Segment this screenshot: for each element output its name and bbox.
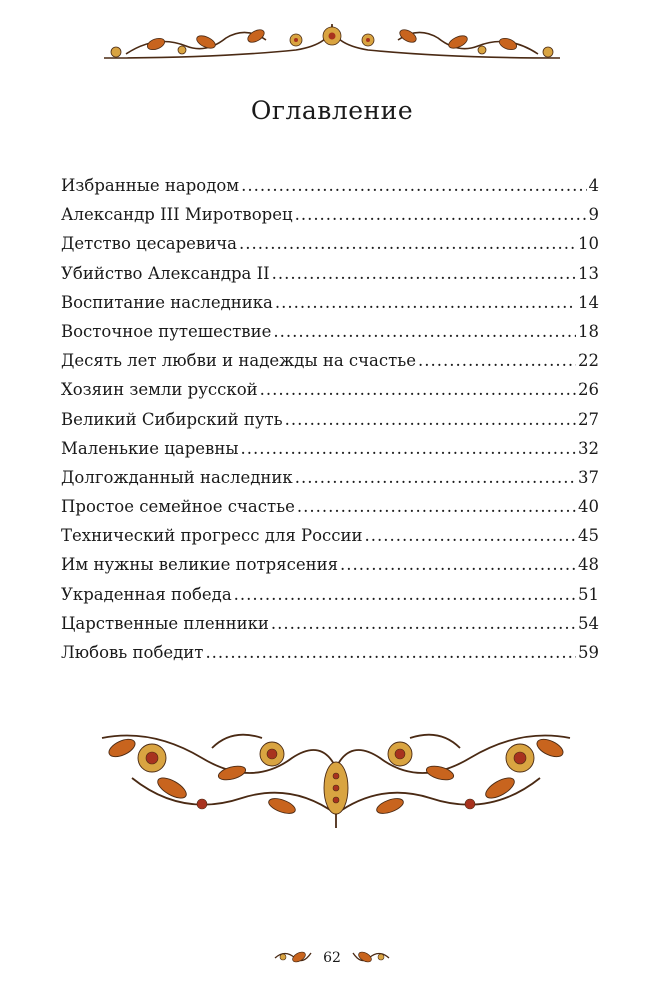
toc-entry <box>61 614 599 643</box>
toc-entry-title: Восточное путешествие <box>61 321 272 341</box>
top-ornament-border <box>96 14 568 64</box>
toc-entry-page: 4 <box>588 176 599 195</box>
toc-entry-page: 45 <box>578 526 599 546</box>
toc-entry <box>61 555 599 584</box>
toc-entry-title: Простое семейное счастье <box>61 497 295 517</box>
dot-leader <box>234 585 576 604</box>
toc-entry-title: Воспитание наследника <box>61 292 273 312</box>
page-number: 62 <box>323 950 341 966</box>
right-flourish-icon <box>351 945 391 971</box>
toc-entry-title: Убийство Александра II <box>61 263 270 283</box>
dot-leader <box>272 264 576 283</box>
toc-entry <box>61 205 599 234</box>
dot-leader <box>239 234 576 253</box>
dot-leader <box>275 293 576 312</box>
toc-entry <box>61 585 599 614</box>
toc-entry-title: Великий Сибирский путь <box>61 409 283 429</box>
toc-entry-title: Десять лет любви и надежды на счастье <box>61 351 417 371</box>
toc-entry-page: 22 <box>578 351 599 371</box>
toc-entry-title: Технический прогресс для России <box>61 526 363 546</box>
dot-leader <box>260 380 576 399</box>
dot-leader <box>271 614 576 633</box>
toc-entry-page: 27 <box>578 409 599 429</box>
toc-entry <box>61 526 599 555</box>
toc-entry-page: 59 <box>578 643 599 662</box>
dot-leader <box>295 468 576 487</box>
page-title: Оглавление <box>250 96 414 125</box>
dot-leader <box>365 526 576 545</box>
toc-entry <box>61 497 599 526</box>
toc-entry <box>61 234 599 263</box>
toc-entry-title: Маленькие царевны <box>61 438 239 458</box>
toc-entry-title: Избранные народом <box>61 176 240 195</box>
toc-entry-page: 37 <box>578 467 599 487</box>
toc-entry <box>61 293 599 322</box>
dot-leader <box>418 351 576 370</box>
toc-entry-page: 26 <box>578 380 599 400</box>
dot-leader <box>240 439 576 458</box>
toc-entry-page: 9 <box>588 205 599 225</box>
toc-entry-page: 48 <box>578 555 599 575</box>
bottom-floral-ornament <box>92 718 580 836</box>
toc-entry <box>61 439 599 468</box>
dot-leader <box>273 322 576 341</box>
toc-entry-page: 40 <box>578 497 599 517</box>
toc-entry-title: Долгожданный наследник <box>61 467 293 487</box>
toc-entry <box>61 322 599 351</box>
toc-entry-title: Александр III Миротворец <box>61 205 293 225</box>
left-flourish-icon <box>273 945 313 971</box>
dot-leader <box>340 555 576 574</box>
dot-leader <box>205 643 576 662</box>
toc-entry-page: 54 <box>578 613 599 633</box>
toc-entry-page: 14 <box>578 292 599 312</box>
toc-entry <box>61 468 599 497</box>
toc-entry-title: Царственные пленники <box>61 613 269 633</box>
toc-entry <box>61 351 599 380</box>
table-of-contents <box>61 176 599 672</box>
toc-entry-title: Им нужны великие потрясения <box>61 555 339 575</box>
dot-leader <box>295 205 587 224</box>
dot-leader <box>297 497 576 516</box>
toc-entry <box>61 176 599 205</box>
toc-entry-title: Украденная победа <box>61 584 232 604</box>
toc-entry <box>61 643 599 672</box>
dot-leader <box>285 410 576 429</box>
toc-entry-page: 18 <box>578 321 599 341</box>
toc-entry <box>61 380 599 409</box>
toc-entry-title: Хозяин земли русской <box>61 380 258 400</box>
toc-entry-page: 10 <box>578 234 599 254</box>
toc-entry-page: 13 <box>578 263 599 283</box>
toc-entry-title: Детство цесаревича <box>61 234 237 254</box>
toc-entry-page: 51 <box>578 584 599 604</box>
page-footer <box>0 938 664 978</box>
toc-entry-title: Любовь победит <box>61 643 204 662</box>
toc-entry-page: 32 <box>578 438 599 458</box>
dot-leader <box>241 176 586 195</box>
toc-entry <box>61 410 599 439</box>
toc-entry <box>61 264 599 293</box>
